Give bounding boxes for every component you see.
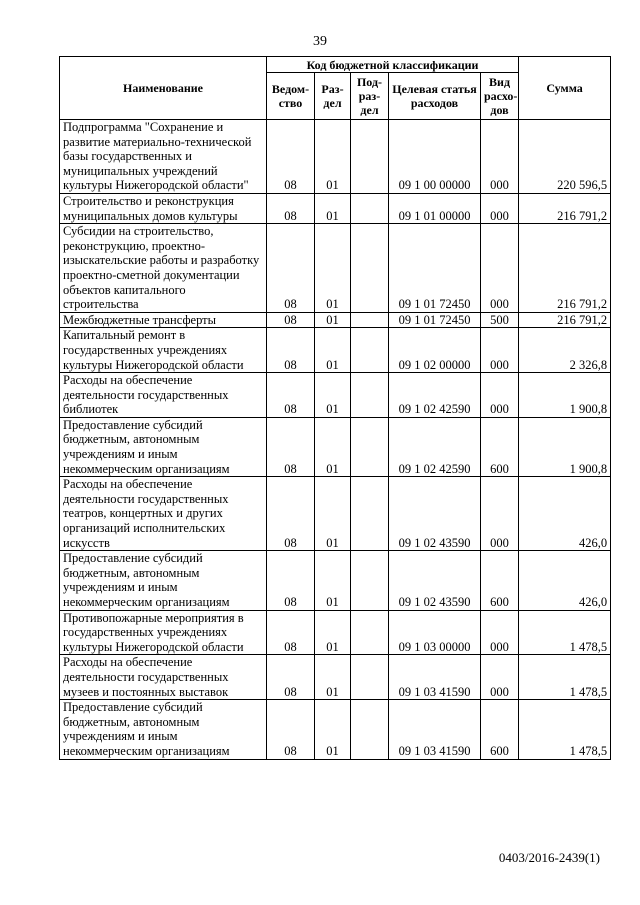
cell-podrazdel (351, 551, 389, 610)
table-row (60, 328, 611, 373)
cell-sum: 1 478,5 (519, 655, 611, 700)
cell-name: Подпрограмма "Сохранение и развитие материально-технической базы государственных и муниципальных учреждений культуры Нижегородской области" (60, 120, 267, 194)
cell-target-article: 09 1 02 42590 (389, 417, 481, 476)
cell-name: Противопожарные мероприятия в государственных учреждениях культуры Нижегородской области (60, 610, 267, 655)
cell-sum: 1 900,8 (519, 417, 611, 476)
cell-podrazdel (351, 700, 389, 759)
cell-expense-type: 000 (481, 328, 519, 373)
budget-table (59, 56, 611, 760)
cell-podrazdel (351, 610, 389, 655)
cell-vedomstvo: 08 (267, 373, 315, 418)
cell-razdel: 01 (315, 328, 351, 373)
cell-name: Предоставление субсидий бюджетным, автономным учреждениям и иным некоммерческим организациям (60, 551, 267, 610)
cell-expense-type: 000 (481, 477, 519, 551)
header-classification-group: Код бюджетной классификации (267, 57, 519, 73)
cell-sum: 1 478,5 (519, 610, 611, 655)
cell-podrazdel (351, 655, 389, 700)
header-name: Наименование (60, 57, 267, 120)
cell-vedomstvo: 08 (267, 120, 315, 194)
cell-expense-type: 000 (481, 610, 519, 655)
table-row (60, 373, 611, 418)
cell-sum: 220 596,5 (519, 120, 611, 194)
cell-podrazdel (351, 193, 389, 223)
cell-name: Расходы на обеспечение деятельности государственных библиотек (60, 373, 267, 418)
header-razdel: Раз-дел (315, 73, 351, 120)
cell-target-article: 09 1 02 42590 (389, 373, 481, 418)
table-row (60, 120, 611, 194)
cell-vedomstvo: 08 (267, 551, 315, 610)
cell-razdel: 01 (315, 193, 351, 223)
cell-podrazdel (351, 417, 389, 476)
header-sum: Сумма (519, 57, 611, 120)
cell-podrazdel (351, 477, 389, 551)
document-code: 0403/2016-2439(1) (498, 850, 600, 865)
cell-razdel: 01 (315, 477, 351, 551)
cell-target-article: 09 1 02 00000 (389, 328, 481, 373)
header-target-article: Целевая статья расходов (389, 73, 481, 120)
header-podrazdel: Под-раз-дел (351, 73, 389, 120)
cell-name: Предоставление субсидий бюджетным, автономным учреждениям и иным некоммерческим организациям (60, 700, 267, 759)
cell-razdel: 01 (315, 655, 351, 700)
cell-vedomstvo: 08 (267, 328, 315, 373)
cell-razdel: 01 (315, 700, 351, 759)
cell-sum: 216 791,2 (519, 193, 611, 223)
cell-expense-type: 500 (481, 312, 519, 328)
cell-sum: 1 900,8 (519, 373, 611, 418)
cell-sum: 216 791,2 (519, 312, 611, 328)
cell-name: Предоставление субсидий бюджетным, автономным учреждениям и иным некоммерческим организациям (60, 417, 267, 476)
table-row (60, 655, 611, 700)
page-number: 39 (313, 34, 327, 49)
cell-target-article: 09 1 00 00000 (389, 120, 481, 194)
cell-vedomstvo: 08 (267, 700, 315, 759)
cell-vedomstvo: 08 (267, 655, 315, 700)
cell-razdel: 01 (315, 417, 351, 476)
cell-podrazdel (351, 328, 389, 373)
cell-name: Межбюджетные трансферты (60, 312, 267, 328)
cell-expense-type: 000 (481, 193, 519, 223)
cell-vedomstvo: 08 (267, 477, 315, 551)
cell-expense-type: 600 (481, 417, 519, 476)
cell-sum: 216 791,2 (519, 224, 611, 313)
table-row (60, 477, 611, 551)
cell-podrazdel (351, 224, 389, 313)
cell-vedomstvo: 08 (267, 193, 315, 223)
table-row (60, 700, 611, 759)
cell-target-article: 09 1 03 41590 (389, 700, 481, 759)
cell-vedomstvo: 08 (267, 312, 315, 328)
cell-sum: 426,0 (519, 477, 611, 551)
cell-expense-type: 000 (481, 224, 519, 313)
cell-name: Расходы на обеспечение деятельности государственных музеев и постоянных выставок (60, 655, 267, 700)
cell-sum: 1 478,5 (519, 700, 611, 759)
cell-target-article: 09 1 02 43590 (389, 477, 481, 551)
table-body (60, 120, 611, 760)
cell-expense-type: 000 (481, 655, 519, 700)
cell-name: Расходы на обеспечение деятельности государственных театров, концертных и других организаций исполнительских искусств (60, 477, 267, 551)
header-expense-type: Вид расхо-дов (481, 73, 519, 120)
cell-expense-type: 600 (481, 700, 519, 759)
cell-sum: 426,0 (519, 551, 611, 610)
cell-razdel: 01 (315, 312, 351, 328)
cell-podrazdel (351, 120, 389, 194)
cell-expense-type: 000 (481, 373, 519, 418)
table-row (60, 417, 611, 476)
table-row (60, 193, 611, 223)
cell-target-article: 09 1 03 00000 (389, 610, 481, 655)
cell-razdel: 01 (315, 373, 351, 418)
cell-podrazdel (351, 373, 389, 418)
cell-target-article: 09 1 03 41590 (389, 655, 481, 700)
table-row (60, 551, 611, 610)
cell-razdel: 01 (315, 551, 351, 610)
cell-vedomstvo: 08 (267, 610, 315, 655)
cell-razdel: 01 (315, 610, 351, 655)
cell-sum: 2 326,8 (519, 328, 611, 373)
cell-expense-type: 600 (481, 551, 519, 610)
cell-name: Строительство и реконструкция муниципальных домов культуры (60, 193, 267, 223)
cell-razdel: 01 (315, 120, 351, 194)
cell-target-article: 09 1 02 43590 (389, 551, 481, 610)
cell-vedomstvo: 08 (267, 417, 315, 476)
cell-target-article: 09 1 01 72450 (389, 224, 481, 313)
cell-name: Субсидии на строительство, реконструкцию, проектно-изыскательские работы и разработку проектно-сметной документации объектов капитального строительства (60, 224, 267, 313)
cell-podrazdel (351, 312, 389, 328)
table-row (60, 610, 611, 655)
cell-name: Капитальный ремонт в государственных учреждениях культуры Нижегородской области (60, 328, 267, 373)
cell-expense-type: 000 (481, 120, 519, 194)
cell-vedomstvo: 08 (267, 224, 315, 313)
cell-target-article: 09 1 01 00000 (389, 193, 481, 223)
cell-razdel: 01 (315, 224, 351, 313)
table-row (60, 224, 611, 313)
table-row (60, 312, 611, 328)
cell-target-article: 09 1 01 72450 (389, 312, 481, 328)
header-vedomstvo: Ведом-ство (267, 73, 315, 120)
